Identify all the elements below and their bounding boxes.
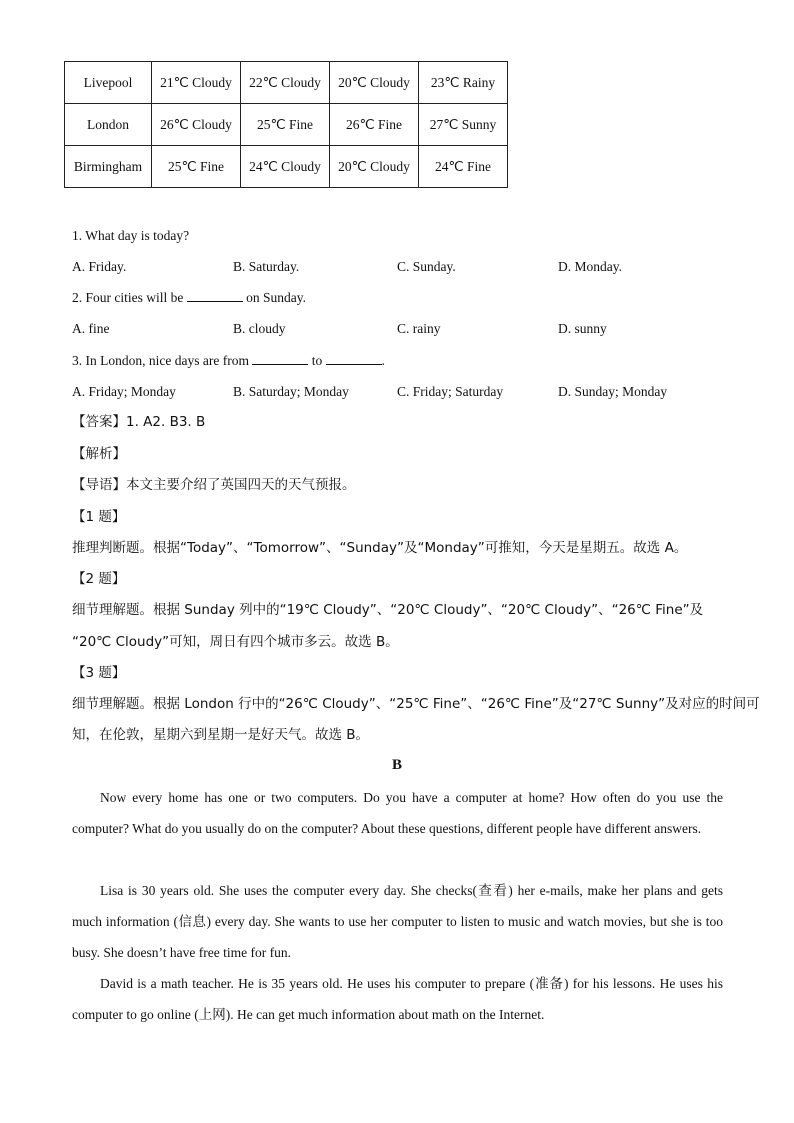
question-3-explanation-line1: 细节理解题。根据 London 行中的“26℃ Cloudy”、“25℃ Fine”、“26℃ Fine”及“27℃ Sunny”及对应的时间可: [72, 696, 760, 712]
question-1-heading: 【1 题】: [72, 509, 126, 525]
option-b: B. Saturday; Monday: [233, 384, 349, 399]
weather-cell: 22℃ Cloudy: [241, 62, 330, 104]
question-2-heading: 【2 题】: [72, 571, 126, 587]
question-2: [72, 288, 306, 308]
passage-paragraph: Lisa is 30 years old. She uses the computer every day. She checks(查看) her e-mails, make her plans and gets much information (信息) every day. She wants to use her computer to listen to music and watch movies, but she is too busy. She doesn’t have free time for fun.: [72, 883, 723, 960]
option-c: C. Friday; Saturday: [397, 384, 504, 399]
option-a: A. fine: [72, 321, 110, 336]
question-2-text-after: on Sunday.: [246, 290, 306, 305]
passage-paragraph: David is a math teacher. He is 35 years old. He uses his computer to prepare (准备) for his lessons. He uses his computer to go online (上网). He can get much information about math on the Internet.: [72, 976, 723, 1022]
weather-cell: 20℃ Cloudy: [330, 146, 419, 188]
weather-cell: 26℃ Cloudy: [152, 104, 241, 146]
option-c: C. Sunday.: [397, 259, 456, 274]
question-3-heading: 【3 题】: [72, 665, 126, 681]
weather-cell: 23℃ Rainy: [419, 62, 508, 104]
question-3-text-end: .: [381, 353, 385, 368]
option-c: C. rainy: [397, 321, 441, 336]
intro-line: 【导语】本文主要介绍了英国四天的天气预报。: [72, 477, 356, 493]
option-d: D. sunny: [558, 321, 607, 336]
option-d: D. Monday.: [558, 259, 622, 274]
question-2-text-before: 2. Four cities will be: [72, 290, 184, 305]
question-2-explanation-line2: “20℃ Cloudy”可知，周日有四个城市多云。故选 B。: [72, 634, 399, 650]
answer-blank: [252, 351, 308, 365]
weather-cell: 25℃ Fine: [152, 146, 241, 188]
passage-paragraph: Now every home has one or two computers. Do you have a computer at home? How often do you use the computer? What do you usually do on the computer? About these questions, different people have different answers.: [72, 790, 723, 836]
question-2-explanation-line1: 细节理解题。根据 Sunday 列中的“19℃ Cloudy”、“20℃ Cloudy”、“20℃ Cloudy”、“26℃ Fine”及: [72, 602, 704, 618]
section-title: B: [391, 757, 402, 773]
option-d: D. Sunday; Monday: [558, 384, 668, 399]
option-b: B. cloudy: [233, 321, 286, 336]
analysis-heading: 【解析】: [72, 446, 126, 462]
weather-cell: 25℃ Fine: [241, 104, 330, 146]
option-a: A. Friday.: [72, 259, 127, 274]
table-row: [65, 104, 508, 146]
question-1-explanation: 推理判断题。根据“Today”、“Tomorrow”、“Sunday”及“Monday”可推知，今天是星期五。故选 A。: [72, 540, 688, 556]
option-a: A. Friday; Monday: [72, 384, 176, 399]
weather-cell: 27℃ Sunny: [419, 104, 508, 146]
question-3-explanation-line2: 知，在伦敦，星期六到星期一是好天气。故选 B。: [72, 727, 370, 743]
question-3-text-before: 3. In London, nice days are from: [72, 353, 249, 368]
weather-forecast-table: [64, 61, 508, 188]
weather-cell: 21℃ Cloudy: [152, 62, 241, 104]
question-3-text-mid: to: [311, 353, 323, 368]
question-1: 1. What day is today?: [72, 228, 190, 243]
question-3: [72, 351, 385, 371]
option-b: B. Saturday.: [233, 259, 300, 274]
weather-cell: 20℃ Cloudy: [330, 62, 419, 104]
answer-line: 【答案】1. A2. B3. B: [72, 414, 206, 430]
city-cell: Birmingham: [65, 146, 152, 188]
answer-blank: [326, 351, 382, 365]
city-cell: London: [65, 104, 152, 146]
answer-blank: [187, 288, 243, 302]
weather-cell: 24℃ Cloudy: [241, 146, 330, 188]
weather-cell: 26℃ Fine: [330, 104, 419, 146]
city-cell: Livepool: [65, 62, 152, 104]
table-row: [65, 62, 508, 104]
table-row: [65, 146, 508, 188]
weather-cell: 24℃ Fine: [419, 146, 508, 188]
